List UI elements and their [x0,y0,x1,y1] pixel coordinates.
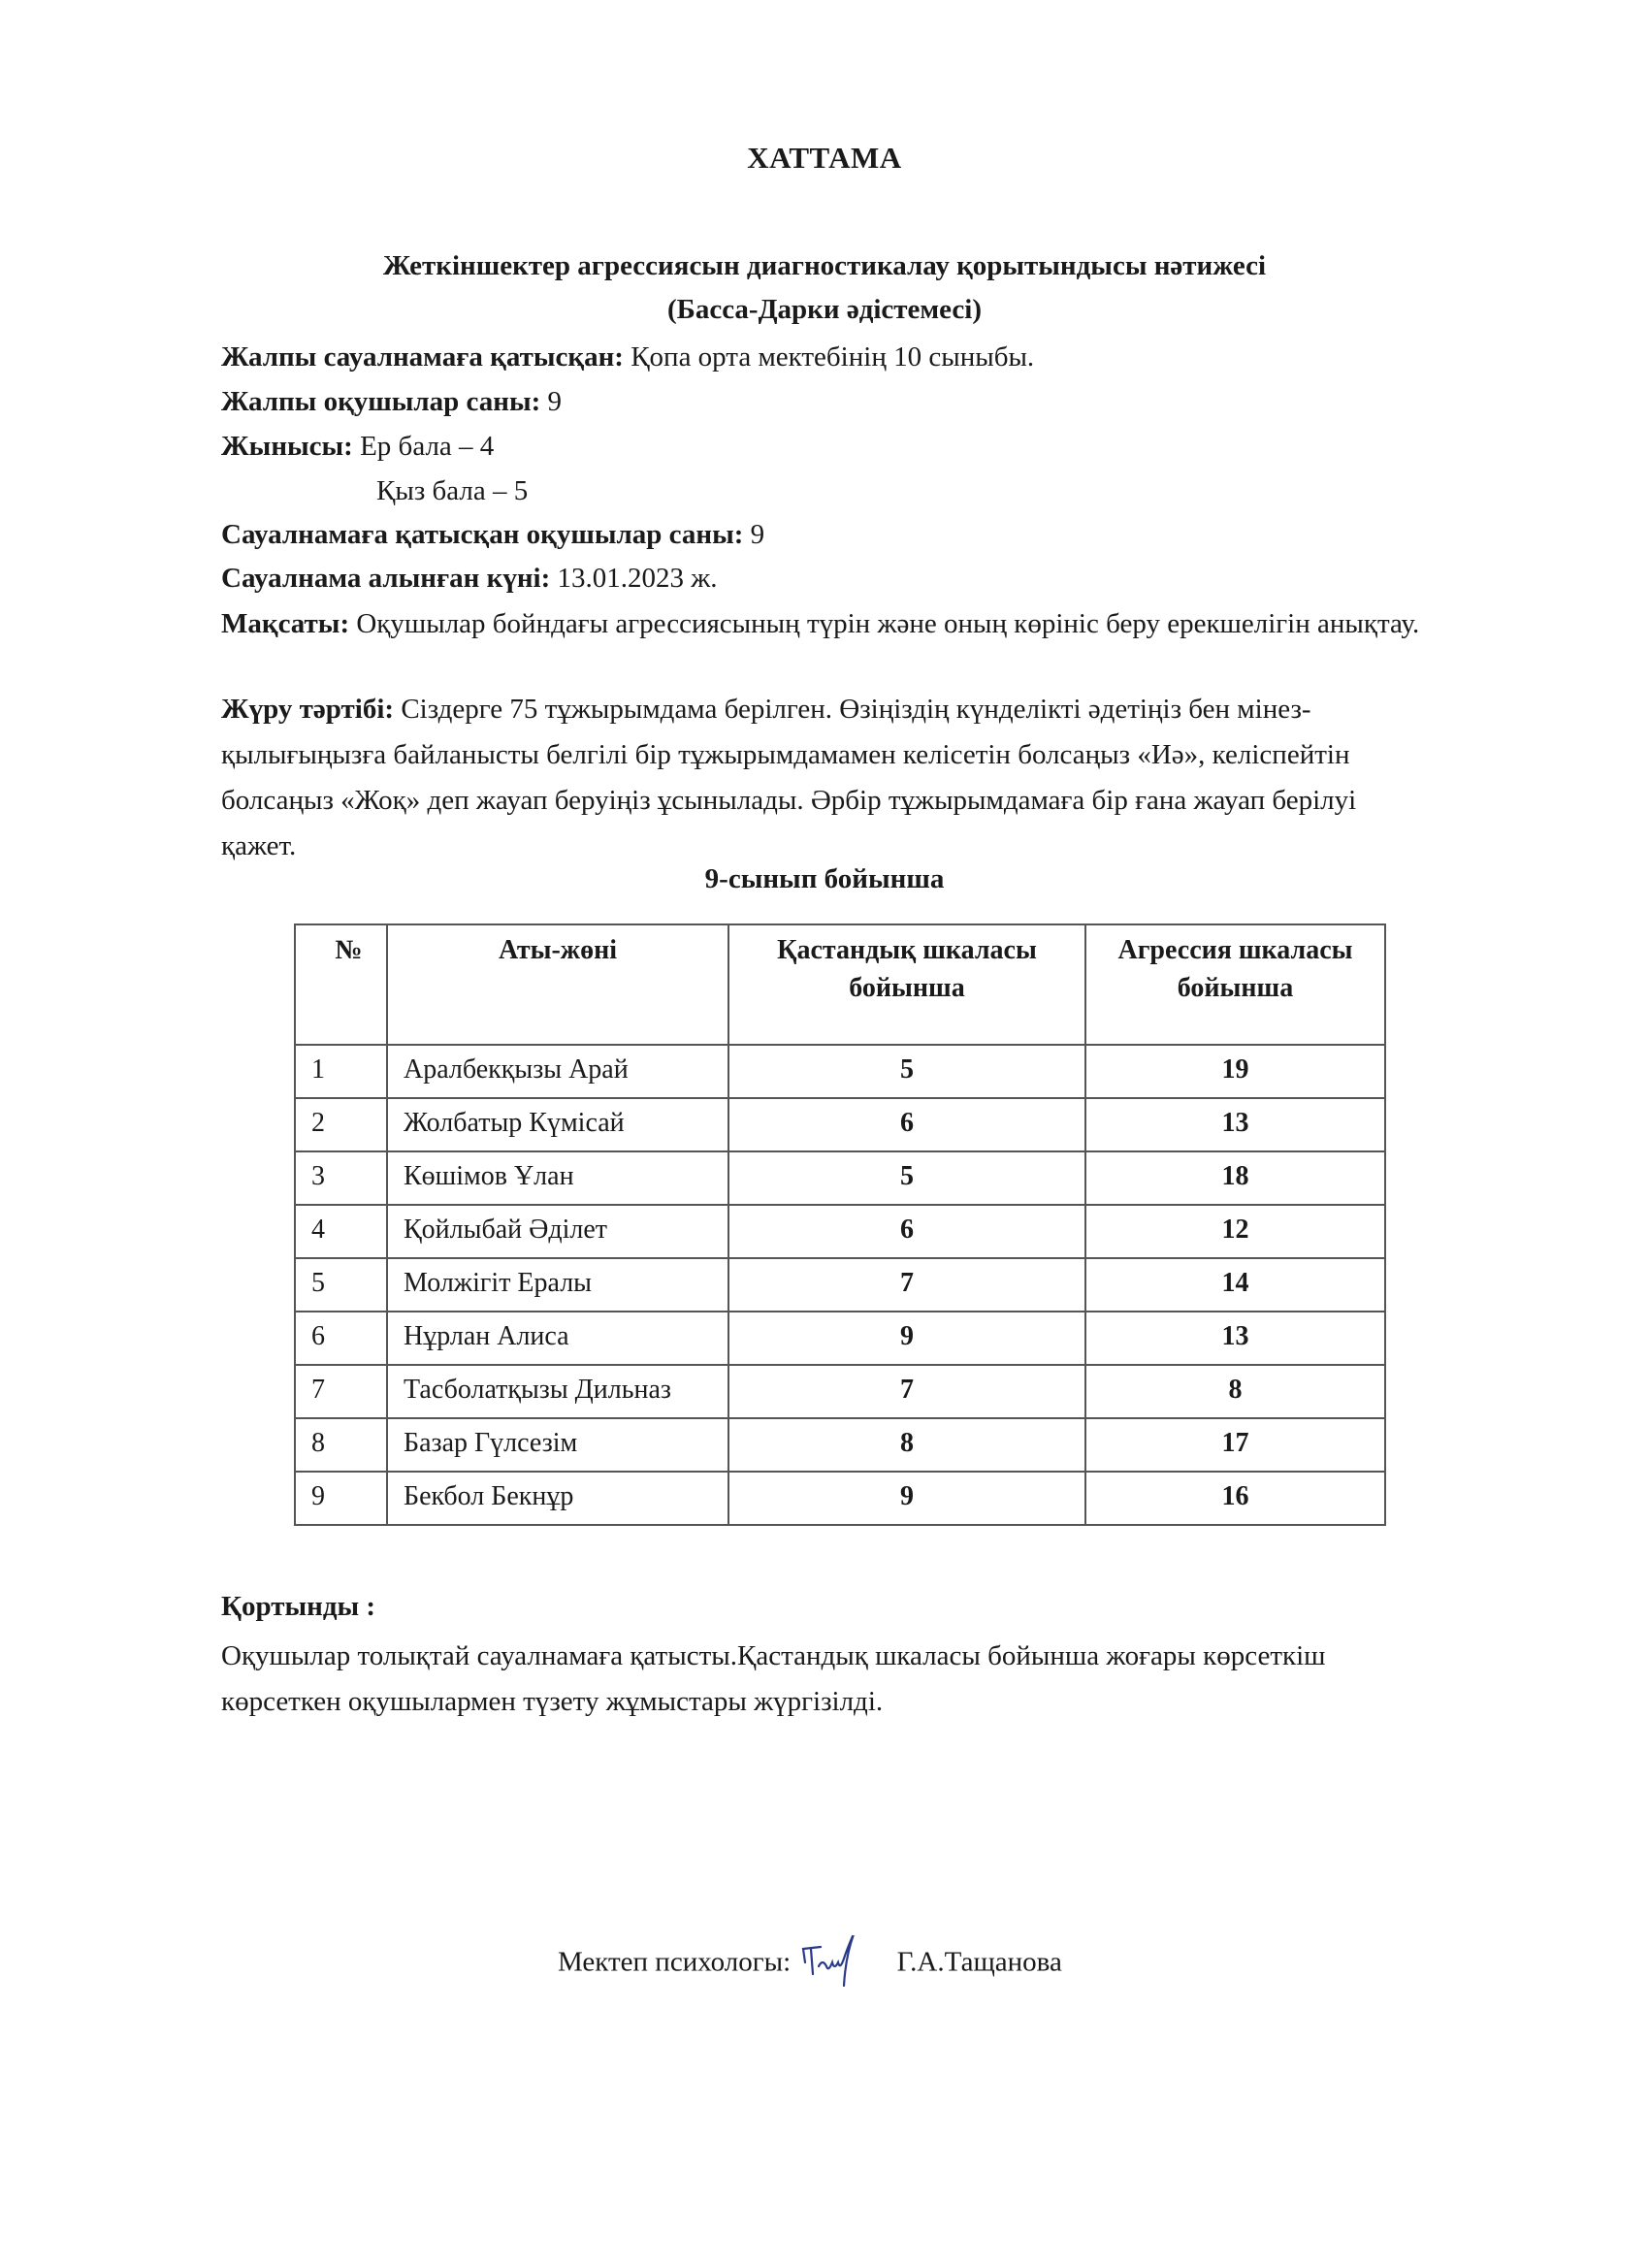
table-caption: 9-сынып бойынша [704,863,945,894]
student-name: Молжігіт Ералы [387,1258,728,1312]
goal-paragraph [221,601,1424,647]
participants-value: Қопа орта мектебінің 10 сыныбы. [630,341,1035,373]
header-hostility-scale: Қастандық шкаласы бойынша [728,924,1085,1045]
procedure-label: Жүру тәртібі: [221,694,395,725]
student-name: Аралбекқызы Арай [387,1045,728,1098]
header-name: Аты-жөні [387,924,728,1045]
girls-value: Қыз бала – 5 [376,475,529,506]
hostility-score: 8 [728,1418,1085,1472]
date-label: Сауалнама алынған күні: [221,563,551,594]
table-row [295,1365,1385,1418]
student-name: Қойлыбай Әділет [387,1205,728,1258]
row-number: 7 [295,1365,387,1418]
table-row [295,1312,1385,1365]
row-number: 4 [295,1205,387,1258]
row-number: 9 [295,1472,387,1525]
conclusion-text: Оқушылар толықтай сауалнамаға қатысты.Қастандық шкаласы бойынша жоғары көрсеткіш көрсеткен оқушылармен түзету жұмыстары жүргізілді. [221,1640,1326,1717]
hostility-score: 9 [728,1312,1085,1365]
date-value: 13.01.2023 ж. [557,563,718,594]
row-number: 1 [295,1045,387,1098]
student-name: Тасболатқызы Дильназ [387,1365,728,1418]
conclusion-label: Қортынды : [221,1591,376,1622]
aggression-score: 17 [1085,1418,1385,1472]
aggression-score: 16 [1085,1472,1385,1525]
student-name: Бекбол Бекнұр [387,1472,728,1525]
table-row [295,1151,1385,1205]
student-name: Көшімов Ұлан [387,1151,728,1205]
aggression-score: 13 [1085,1098,1385,1151]
participants-line [221,341,1034,373]
date-line [221,563,718,595]
signature-block [558,1935,1062,1993]
hostility-score: 6 [728,1205,1085,1258]
hostility-score: 5 [728,1151,1085,1205]
header-number: № [295,924,387,1045]
goal-label: Мақсаты: [221,608,350,639]
table-row [295,1205,1385,1258]
table-row [295,1258,1385,1312]
procedure-paragraph [221,687,1424,869]
boys-value: Ер бала – 4 [360,431,495,462]
hostility-score: 7 [728,1258,1085,1312]
hostility-score: 6 [728,1098,1085,1151]
handwritten-signature-icon [797,1935,889,1993]
header-aggression-scale: Агрессия шкаласы бойынша [1085,924,1385,1045]
row-number: 2 [295,1098,387,1151]
surveyed-label: Сауалнамаға қатысқан оқушылар саны: [221,519,744,550]
student-name: Жолбатыр Күмісай [387,1098,728,1151]
table-row [295,1418,1385,1472]
total-students-line [221,386,562,418]
surveyed-line [221,519,764,551]
row-number: 6 [295,1312,387,1365]
hostility-score: 9 [728,1472,1085,1525]
aggression-score: 8 [1085,1365,1385,1418]
aggression-score: 18 [1085,1151,1385,1205]
document-subtitle: Жеткіншектер агрессиясын диагностикалау қорытындысы нәтижесі [382,250,1267,281]
student-name: Базар Гүлсезім [387,1418,728,1472]
row-number: 5 [295,1258,387,1312]
hostility-score: 7 [728,1365,1085,1418]
aggression-score: 19 [1085,1045,1385,1098]
table-row [295,1098,1385,1151]
table-header-row [295,924,1385,1045]
student-name: Нұрлан Алиса [387,1312,728,1365]
table-row [295,1045,1385,1098]
aggression-score: 13 [1085,1312,1385,1365]
surveyed-value: 9 [750,519,765,550]
aggression-score: 12 [1085,1205,1385,1258]
row-number: 8 [295,1418,387,1472]
gender-label: Жынысы: [221,431,353,462]
aggression-score: 14 [1085,1258,1385,1312]
total-students-value: 9 [547,386,563,417]
row-number: 3 [295,1151,387,1205]
signature-label: Мектеп психологы: [558,1946,792,1978]
goal-value: Оқушылар бойндағы агрессиясының түрін және оның көрініс беру ерекшелігін анықтау. [356,608,1420,639]
document-title: ХАТТАМА [747,141,902,175]
method-name: (Басса-Дарки әдістемесі) [667,294,982,325]
procedure-value: Сіздерге 75 тұжырымдама берілген. Өзіңіздің күнделікті әдетіңіз бен мінез-қылығыңызға байланысты белгілі бір тұжырымдамамен келісетін болсаңыз «Иә», келіспейтін болсаңыз «Жоқ» деп жауап беруіңіз ұсынылады. Әрбір тұжырымдамаға бір ғана жауап берілуі қажет. [221,694,1357,861]
total-students-label: Жалпы оқушылар саны: [221,386,541,417]
table-row [295,1472,1385,1525]
results-table [294,923,1386,1526]
signature-name: Г.А.Тащанова [896,1946,1062,1978]
hostility-score: 5 [728,1045,1085,1098]
participants-label: Жалпы сауалнамаға қатысқан: [221,341,624,373]
gender-line [221,431,494,463]
